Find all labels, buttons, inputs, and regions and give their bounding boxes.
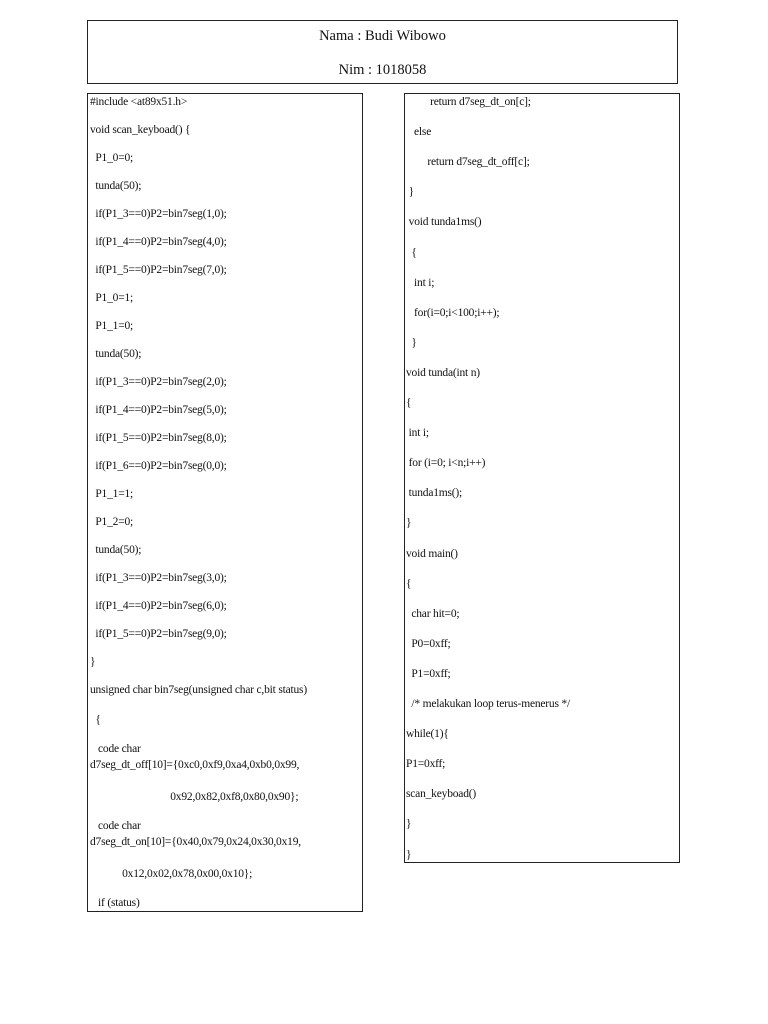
- code-line: }: [406, 517, 412, 530]
- code-line: int i;: [406, 427, 429, 440]
- code-line: if(P1_4==0)P2=bin7seg(4,0);: [90, 236, 227, 248]
- code-line: int i;: [406, 276, 435, 289]
- code-line: 0x92,0x82,0xf8,0x80,0x90};: [90, 791, 299, 803]
- code-line: P1_1=1;: [90, 488, 134, 500]
- code-column-right: [404, 93, 680, 863]
- code-line: for (i=0; i<n;i++): [406, 457, 486, 470]
- code-line: P1_0=0;: [90, 152, 134, 164]
- code-line: }: [90, 656, 96, 668]
- code-line: if (status): [90, 897, 140, 909]
- code-line: tunda(50);: [90, 180, 142, 192]
- code-line: if(P1_3==0)P2=bin7seg(3,0);: [90, 572, 227, 584]
- code-line: }: [406, 848, 412, 861]
- student-nim: Nim : 1018058: [338, 62, 427, 78]
- code-line: }: [406, 818, 412, 831]
- code-line: d7seg_dt_on[10]={0x40,0x79,0x24,0x30,0x19,: [90, 836, 301, 848]
- code-line: {: [406, 246, 417, 259]
- code-line: P1=0xff;: [406, 667, 451, 680]
- code-line: }: [406, 186, 414, 199]
- code-line: d7seg_dt_off[10]={0xc0,0xf9,0xa4,0xb0,0x99,: [90, 759, 300, 771]
- code-line: unsigned char bin7seg(unsigned char c,bit status): [90, 684, 307, 696]
- code-line: #include <at89x51.h>: [90, 96, 188, 108]
- code-line: while(1){: [406, 728, 449, 741]
- code-column-left: [87, 93, 363, 912]
- code-line: scan_keyboad(): [406, 788, 477, 801]
- code-line: P1_0=1;: [90, 292, 134, 304]
- code-line: if(P1_5==0)P2=bin7seg(9,0);: [90, 628, 227, 640]
- code-line: if(P1_3==0)P2=bin7seg(2,0);: [90, 376, 227, 388]
- code-line: if(P1_3==0)P2=bin7seg(1,0);: [90, 208, 227, 220]
- student-info-header: [87, 20, 678, 84]
- code-line: P1=0xff;: [406, 758, 446, 771]
- code-line: else: [406, 126, 432, 139]
- code-line: tunda1ms();: [406, 487, 463, 500]
- code-line: tunda(50);: [90, 348, 142, 360]
- code-line: 0x12,0x02,0x78,0x00,0x10};: [90, 868, 253, 880]
- code-line: code char: [90, 743, 141, 755]
- code-line: if(P1_4==0)P2=bin7seg(5,0);: [90, 404, 227, 416]
- code-line: void tunda1ms(): [406, 216, 482, 229]
- code-line: void scan_keyboad() {: [90, 124, 191, 136]
- code-line: P0=0xff;: [406, 637, 451, 650]
- code-line: for(i=0;i<100;i++);: [406, 306, 500, 319]
- code-line: if(P1_5==0)P2=bin7seg(7,0);: [90, 264, 227, 276]
- code-line: if(P1_6==0)P2=bin7seg(0,0);: [90, 460, 227, 472]
- code-line: {: [90, 714, 101, 726]
- code-line: {: [406, 397, 412, 409]
- code-line: code char: [90, 820, 141, 832]
- code-line: if(P1_4==0)P2=bin7seg(6,0);: [90, 600, 227, 612]
- code-line: {: [406, 577, 412, 590]
- code-line: tunda(50);: [90, 544, 142, 556]
- code-line: P1_2=0;: [90, 516, 134, 528]
- code-line: char hit=0;: [406, 607, 460, 620]
- code-line: P1_1=0;: [90, 320, 134, 332]
- code-line: void tunda(int n): [406, 366, 480, 379]
- code-line: /* melakukan loop terus-menerus */: [406, 698, 570, 710]
- student-name: Nama : Budi Wibowo: [319, 28, 446, 44]
- code-line: }: [406, 336, 417, 349]
- code-line: if(P1_5==0)P2=bin7seg(8,0);: [90, 432, 227, 444]
- code-line: void main(): [406, 547, 458, 560]
- code-line: return d7seg_dt_on[c];: [406, 96, 531, 108]
- code-line: return d7seg_dt_off[c];: [406, 156, 530, 169]
